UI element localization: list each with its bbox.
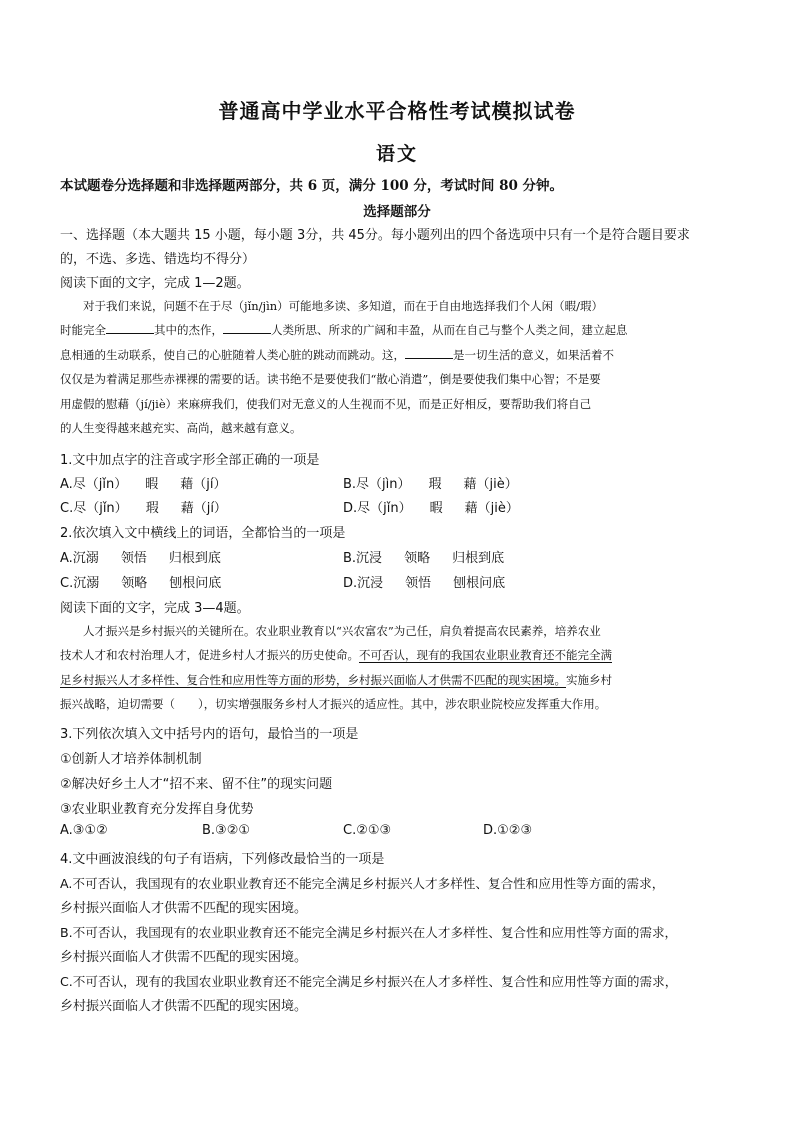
reading-prompt-2: 阅读下面的文字，完成 3—4题。 xyxy=(60,601,250,616)
question-4-stem: 4.文中画波浪线的句子有语病，下列修改最恰当的一项是 xyxy=(60,852,385,867)
q4-option-b-line1: B.不可否认，我国现有的农业职业教育还不能完全满足乡村振兴在人才多样性、复合性和应用性等方面的需求， xyxy=(60,925,678,940)
blank-3 xyxy=(405,346,453,359)
passage-2 xyxy=(60,619,736,717)
passage-1-line3: 息相通的生动联系，使自己的心脏随着人类心脏的跳动而跳动。这， 是一切生活的意义，如果活着不 xyxy=(60,347,614,362)
q1-option-d: D.尽（jǐn） 暇 藉（jiè） xyxy=(343,501,519,516)
passage-1-line5: 用虚假的慰藉（jí/jiè）来麻痹我们，使我们对无意义的人生视而不见，而是正好相反，要帮助我们将自己 xyxy=(60,396,592,411)
question-3-stem: 3.下列依次填入文中括号内的语句，最恰当的一项是 xyxy=(60,727,359,742)
wavy-sentence-part1: 不可否认，现有的我国农业职业教育还不能完全满 xyxy=(359,648,612,663)
q3-item-1: ①创新人才培养体制机制 xyxy=(60,752,202,767)
q3-item-2: ②解决好乡土人才“招不来、留不住”的现实问题 xyxy=(60,777,333,792)
wavy-sentence-part2: 足乡村振兴人才多样性、复合性和应用性等方面的形势，乡村振兴面临人才供需不匹配的现实困境。 xyxy=(60,672,566,687)
q3-option-c: C.②①③ xyxy=(343,823,392,838)
q4-option-a-line1: A.不可否认，我国现有的农业职业教育还不能完全满足乡村振兴人才多样性、复合性和应用性等方面的需求， xyxy=(60,876,665,891)
subject-title: 语文 xyxy=(375,143,418,165)
part1-instruction-line1: 一、选择题（本大题共 15 小题，每小题 3分，共 45分。每小题列出的四个备选项中只有一个是符合题目要求 xyxy=(60,228,690,243)
q4-option-b-line2: 乡村振兴面临人才供需不匹配的现实困境。 xyxy=(60,950,308,965)
q3-option-d: D.①②③ xyxy=(483,823,533,838)
q1-option-a: A.尽（jǐn） 暇 藉（jí） xyxy=(60,477,227,492)
q4-option-c-line1: C.不可否认，现有的我国农业职业教育还不能完全满足乡村振兴在人才多样性、复合性和应用性等方面的需求， xyxy=(60,974,678,989)
q2-option-c: C.沉溺 领略 刨根问底 xyxy=(60,576,222,591)
question-2-stem: 2.依次填入文中横线上的词语，全都恰当的一项是 xyxy=(60,526,346,541)
blank-1 xyxy=(106,321,154,334)
passage-2-line1: 人才振兴是乡村振兴的关键所在。农业职业教育以“兴农富农”为己任，肩负着提高农民素养，培养农业 xyxy=(83,624,601,638)
q2-option-a: A.沉溺 领悟 归根到底 xyxy=(60,551,221,566)
passage-1 xyxy=(60,294,736,440)
q1-option-c: C.尽（jǐn） 瑕 藉（jí） xyxy=(60,501,227,516)
passage-1-line6: 的人生变得越来越充实、高尚，越来越有意义。 xyxy=(60,421,302,436)
passage-1-line1: 对于我们来说，问题不在于尽（jǐn/jìn）可能地多读、多知道，而在于自由地选择我们个人闲（暇/瑕） xyxy=(83,299,604,313)
reading-prompt-1: 阅读下面的文字，完成 1—2题。 xyxy=(60,276,250,291)
section-heading: 选择题部分 xyxy=(363,204,431,220)
q4-option-a-line2: 乡村振兴面临人才供需不匹配的现实困境。 xyxy=(60,901,308,916)
q3-item-3: ③农业职业教育充分发挥自身优势 xyxy=(60,802,254,817)
q3-option-a: A.③①② xyxy=(60,823,108,838)
q2-option-b: B.沉浸 领略 归根到底 xyxy=(343,551,505,566)
q1-option-b: B.尽（jìn） 瑕 藉（jiè） xyxy=(343,477,518,492)
blank-2 xyxy=(223,321,271,334)
exam-intro: 本试题卷分选择题和非选择题两部分，共 6 页，满分 100 分，考试时间 80 分钟。 xyxy=(60,178,564,194)
passage-1-line4: 仅仅是为着满足那些赤裸裸的需要的话。读书绝不是要使我们“散心消遣”，倒是要使我们集中心智；不是要 xyxy=(60,372,601,387)
q2-option-d: D.沉浸 领悟 刨根问底 xyxy=(343,576,506,591)
exam-title: 普通高中学业水平合格性考试模拟试卷 xyxy=(218,99,576,123)
passage-2-line4: 振兴战略，迫切需要（ ），切实增强服务乡村人才振兴的适应性。其中，涉农职业院校应发挥重大作用。 xyxy=(60,697,607,712)
passage-2-line3: 足乡村振兴人才多样性、复合性和应用性等方面的形势，乡村振兴面临人才供需不匹配的现实困境。实施乡村 xyxy=(60,672,612,687)
passage-1-line2: 时能完全 其中的杰作， 人类所思、所求的广阔和丰盈，从而在自己与整个人类之间，建立起息 xyxy=(60,323,628,338)
q3-option-b: B.③②① xyxy=(202,823,251,838)
passage-2-line2: 技术人才和农村治理人才，促进乡村人才振兴的历史使命。不可否认，现有的我国农业职业教育还不能完全满 xyxy=(60,648,612,663)
part1-instruction-line2: 的，不选、多选、错选均不得分） xyxy=(60,252,256,267)
question-1-stem: 1.文中加点字的注音或字形全部正确的一项是 xyxy=(60,453,320,468)
q4-option-c-line2: 乡村振兴面临人才供需不匹配的现实困境。 xyxy=(60,999,308,1014)
